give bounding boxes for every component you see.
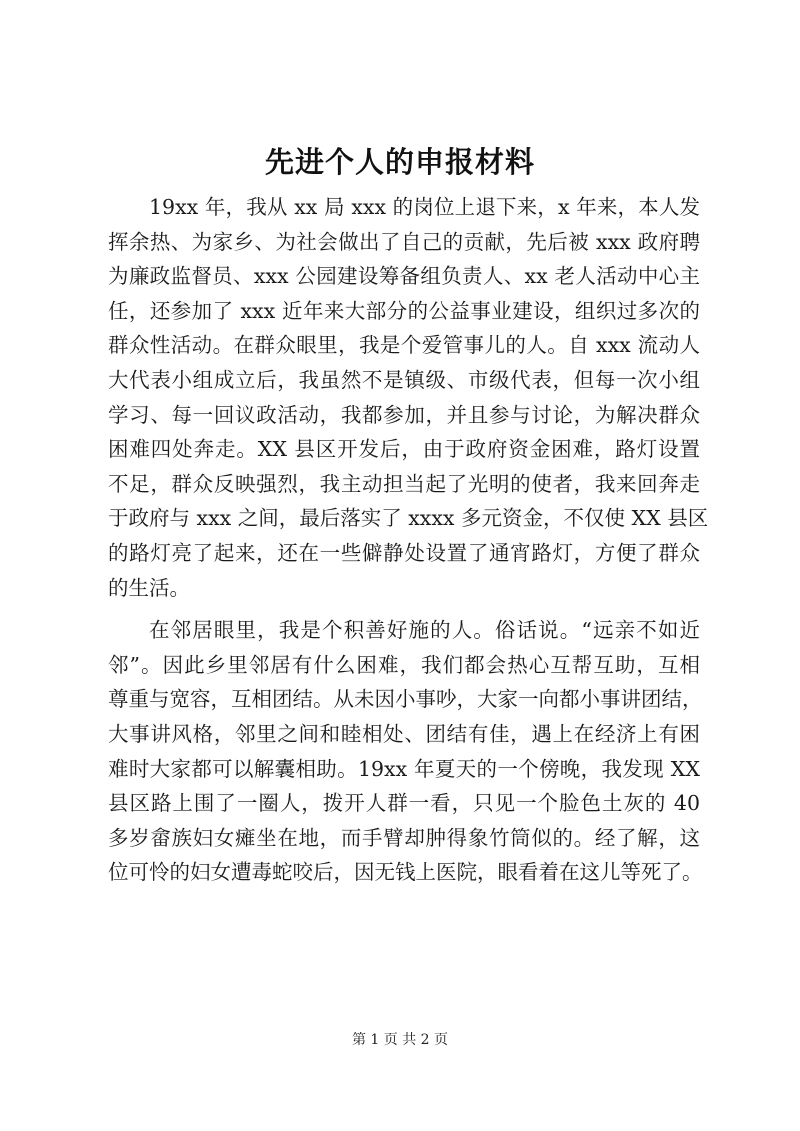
text-line: 学习、每一回议政活动，我都参加，并且参与讨论，为解决群众 [108,402,700,427]
paragraph-1 [108,190,709,605]
text-line: 难时大家都可以解囊相助。19xx 年夏天的一个傍晚，我发现 XX [108,756,700,781]
text-line: 任，还参加了 xxx 近年来大部分的公益事业建设，组织过多次的 [108,298,700,323]
text-line: 困难四处奔走。XX 县区开发后，由于政府资金困难，路灯设置 [108,437,700,462]
document-title: 先进个人的申报材料 [264,145,535,179]
text-line: 不足，群众反映强烈，我主动担当起了光明的使者，我来回奔走 [108,471,700,496]
text-line: 多岁畲族妇女瘫坐在地，而手臂却肿得象竹筒似的。经了解，这 [108,825,700,850]
text-line: 19xx 年，我从 xx 局 xxx 的岗位上退下来，x 年来，本人发 [149,195,700,219]
paragraph-2 [108,613,703,890]
text-line: 大代表小组成立后，我虽然不是镇级、市级代表，但每一次小组 [108,367,700,392]
text-line: 的路灯亮了起来，还在一些僻静处设置了通宵路灯，方便了群众 [108,540,700,565]
text-line: 尊重与宽容，互相团结。从未因小事吵，大家一向都小事讲团结， [108,687,703,712]
text-line: 群众性活动。在群众眼里，我是个爱管事儿的人。自 xxx 流动人 [108,333,700,358]
text-line: 的生活。 [108,575,190,600]
page-footer: 第 1 页 共 2 页 [351,1032,449,1048]
text-line: 于政府与 xxx 之间，最后落实了 xxxx 多元资金，不仅使 XX 县区 [108,506,709,531]
text-line: 县区路上围了一圈人，拨开人群一看，只见一个脸色土灰的 40 [108,791,700,816]
text-line: 为廉政监督员、xxx 公园建设筹备组负责人、xx 老人活动中心主 [108,264,700,289]
text-line: 大事讲风格，邻里之间和睦相处、团结有佳，遇上在经济上有困 [108,721,700,746]
document-body [108,190,709,890]
text-line: 邻”。因此乡里邻居有什么困难，我们都会热心互帮互助，互相 [108,652,700,677]
text-line: 位可怜的妇女遭毒蛇咬后，因无钱上医院，眼看着在这儿等死了。 [108,860,703,885]
text-line: 在邻居眼里，我是个积善好施的人。俗话说。“远亲不如近 [149,618,700,643]
text-line: 挥余热、为家乡、为社会做出了自己的贡献，先后被 xxx 政府聘 [108,229,700,254]
